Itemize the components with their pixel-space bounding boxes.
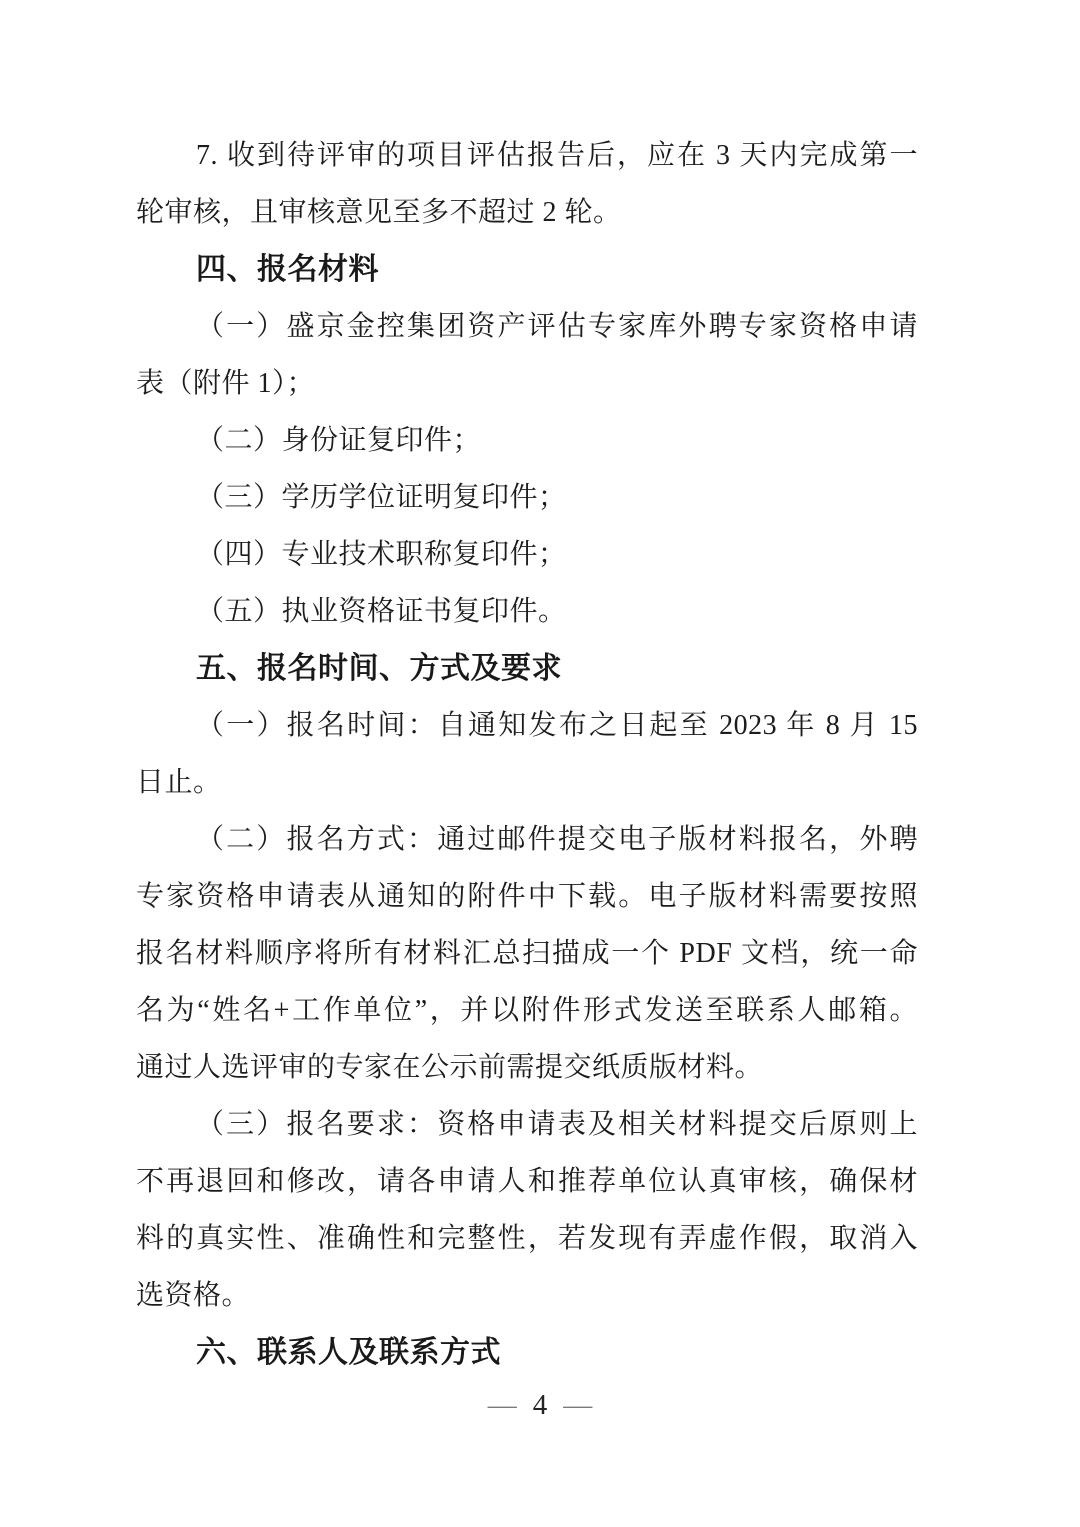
- footer-dash-left: —: [487, 1389, 517, 1421]
- text-line: 不再退回和修改，请各申请人和推荐单位认真审核，确保材: [136, 1166, 918, 1197]
- text-line: （一）报名时间：自通知发布之日起至 2023 年 8 月 15: [196, 710, 918, 741]
- document-body: [136, 127, 918, 1381]
- section-heading-5: 五、报名时间、方式及要求: [196, 652, 562, 685]
- text-line: 7. 收到待评审的项目评估报告后，应在 3 天内完成第一: [196, 140, 918, 171]
- text-line: 料的真实性、准确性和完整性，若发现有弄虚作假，取消入: [136, 1223, 918, 1254]
- text-line: （五）执业资格证书复印件。: [196, 596, 567, 627]
- page-footer: [0, 1382, 1080, 1428]
- text-line: （三）学历学位证明复印件；: [196, 482, 567, 513]
- text-line: （三）报名要求：资格申请表及相关材料提交后原则上: [196, 1109, 918, 1140]
- text-line: （一）盛京金控集团资产评估专家库外聘专家资格申请: [196, 311, 918, 342]
- section-heading-4: 四、报名材料: [196, 253, 379, 286]
- text-line: 表（附件 1）；: [136, 368, 316, 399]
- footer-dash-right: —: [563, 1389, 593, 1421]
- text-line: 名为“姓名+工作单位”，并以附件形式发送至联系人邮箱。: [136, 995, 918, 1026]
- text-line: （二）报名方式：通过邮件提交电子版材料报名，外聘: [196, 824, 918, 855]
- text-line: 选资格。: [136, 1280, 251, 1311]
- text-line: （四）专业技术职称复印件；: [196, 539, 567, 570]
- text-line: 日止。: [136, 767, 222, 798]
- section-heading-6: 六、联系人及联系方式: [196, 1336, 501, 1369]
- text-line: 通过人选评审的专家在公示前需提交纸质版材料。: [136, 1052, 764, 1083]
- text-line: 轮审核，且审核意见至多不超过 2 轮。: [136, 197, 622, 228]
- page-number: 4: [532, 1389, 548, 1421]
- text-line: （二）身份证复印件；: [196, 425, 482, 456]
- text-line: 报名材料顺序将所有材料汇总扫描成一个 PDF 文档，统一命: [136, 938, 918, 969]
- text-line: 专家资格申请表从通知的附件中下载。电子版材料需要按照: [136, 881, 918, 912]
